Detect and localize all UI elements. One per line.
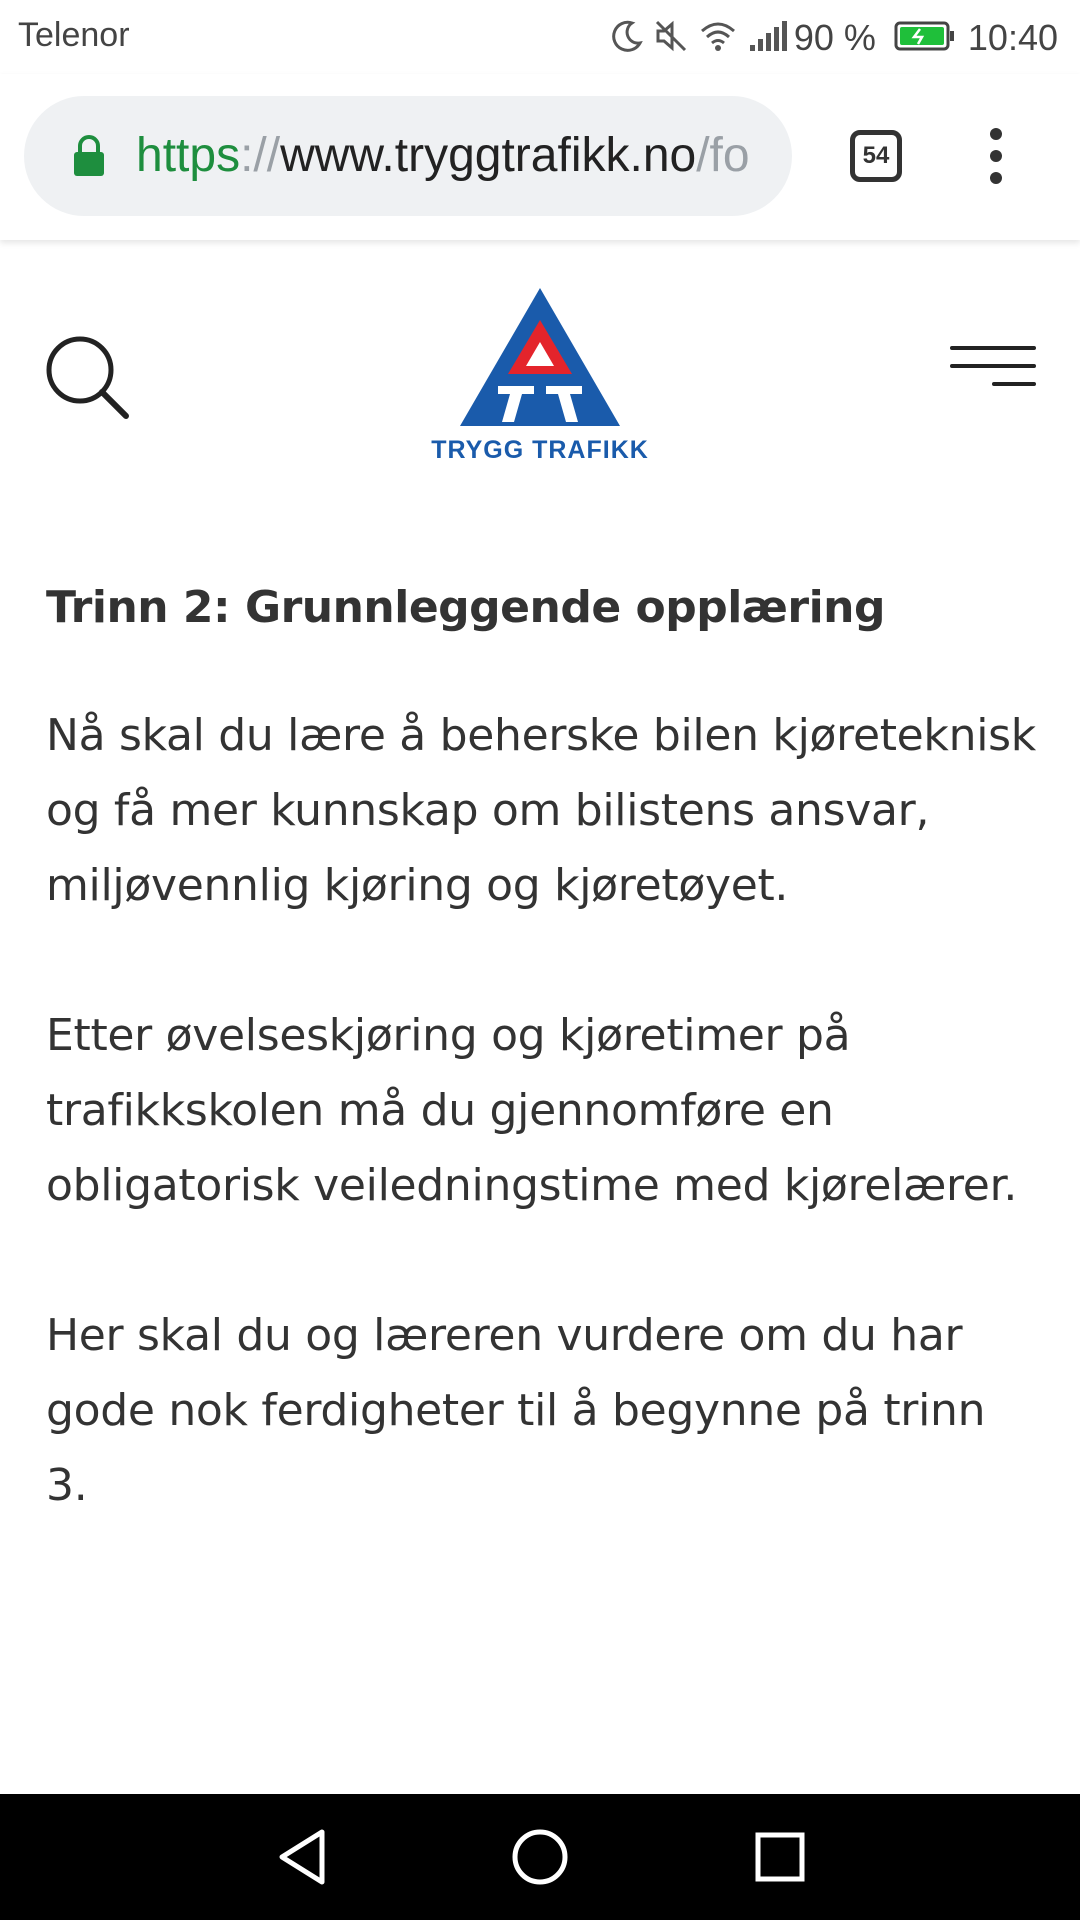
overflow-menu-icon[interactable] — [976, 126, 1016, 186]
article-paragraph: Her skal du og læreren vurdere om du har gode nok ferdigheter til å begynne på trinn 3. — [46, 1310, 986, 1511]
tryggtrafikk-logo[interactable] — [430, 286, 650, 486]
navigation-bar — [0, 1794, 1080, 1920]
carrier-name: Telenor — [18, 16, 130, 54]
search-icon[interactable] — [42, 332, 132, 422]
article-content — [46, 580, 1036, 1523]
battery-percent: 90 % — [793, 17, 876, 58]
back-icon[interactable] — [268, 1822, 338, 1892]
url-separator: :// — [240, 129, 281, 182]
mute-icon — [654, 19, 688, 57]
browser-toolbar — [0, 74, 1080, 240]
url-scheme: https — [136, 129, 241, 182]
home-icon[interactable] — [505, 1822, 575, 1892]
battery-icon — [894, 19, 956, 57]
url-text — [136, 124, 776, 188]
article-paragraph: Etter øvelseskjøring og kjøretimer på trafikkskolen må du gjennomføre en obligatorisk veiledningstime med kjørelærer. — [46, 1010, 1017, 1211]
address-bar[interactable] — [24, 96, 792, 216]
article-paragraph: Nå skal du lære å beherske bilen kjøreteknisk og få mer kunnskap om bilistens ansvar, miljøvennlig kjøring og kjøretøyet. — [46, 710, 1036, 911]
status-icons — [600, 10, 1058, 66]
tab-switcher-button[interactable] — [850, 130, 902, 182]
moon-icon — [610, 19, 644, 57]
lock-icon — [72, 134, 106, 182]
url-host: www.tryggtrafikk.no — [280, 129, 697, 182]
article-heading: Trinn 2: Grunnleggende opplæring — [46, 582, 885, 633]
site-header — [0, 240, 1080, 490]
recents-icon[interactable] — [745, 1822, 815, 1892]
status-bar — [0, 0, 1080, 74]
tab-count: 54 — [862, 142, 890, 169]
clock: 10:40 — [967, 17, 1058, 58]
wifi-icon — [698, 19, 738, 57]
logo-text: TRYGG TRAFIKK — [431, 436, 649, 464]
url-path: /fo — [696, 129, 750, 182]
signal-icon — [748, 19, 788, 57]
hamburger-menu-icon[interactable] — [950, 342, 1036, 390]
